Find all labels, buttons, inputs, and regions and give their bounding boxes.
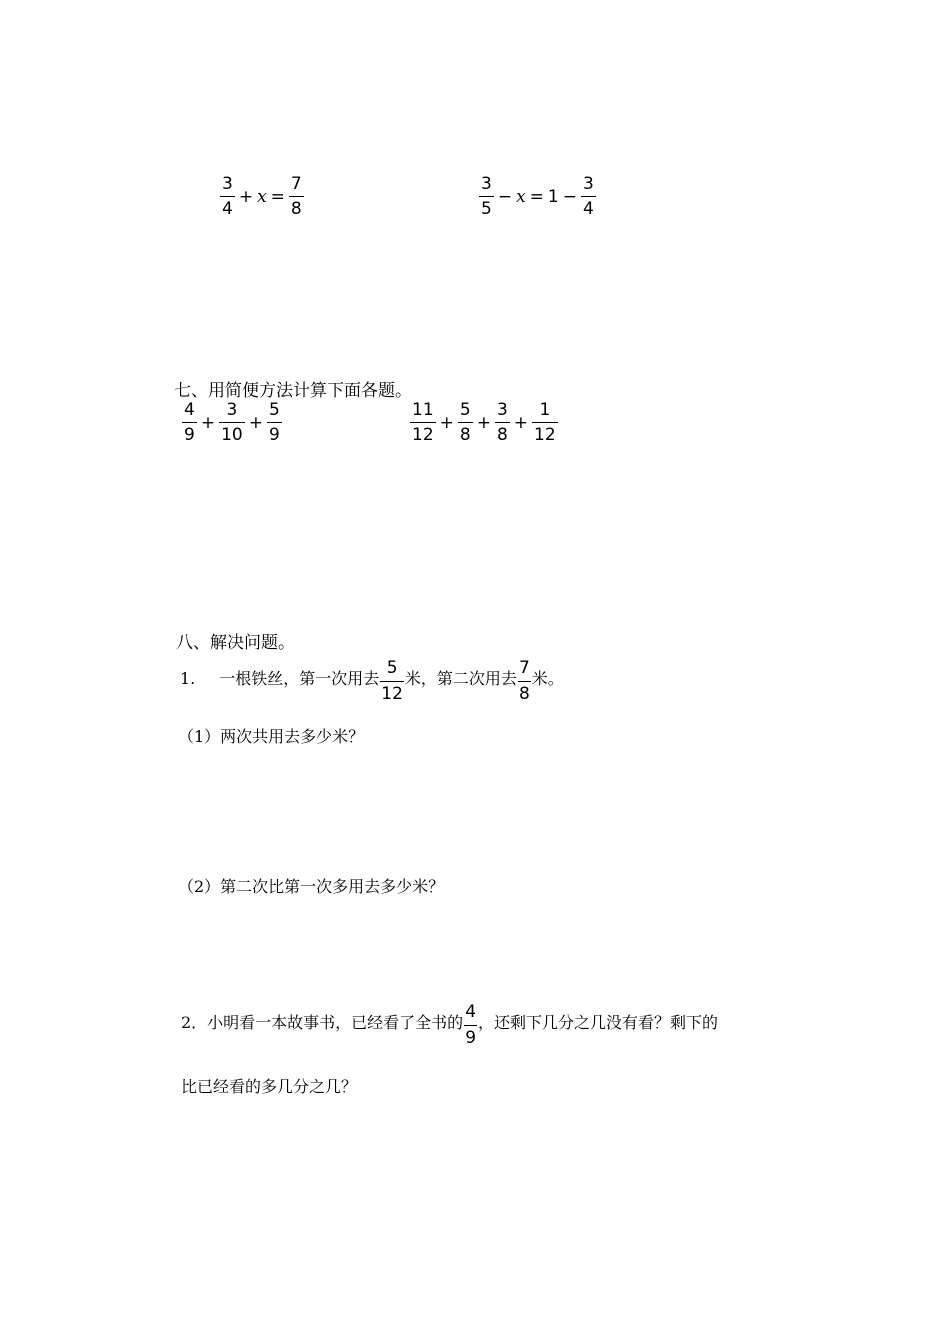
- fraction: [182, 402, 197, 444]
- fraction: [532, 402, 558, 444]
- question-2-text-b: ，还剩下几分之几没有看？剩下的: [478, 1013, 719, 1032]
- denominator: 8: [459, 425, 471, 445]
- denominator: 9: [268, 425, 280, 445]
- plus-operator: +: [238, 187, 254, 207]
- plus-operator: +: [200, 413, 216, 433]
- denominator: 4: [583, 199, 594, 219]
- denominator: 12: [381, 684, 403, 704]
- numerator: 5: [459, 400, 471, 420]
- fraction: [219, 402, 245, 444]
- simplify-expression-1: [182, 402, 282, 444]
- question-2-line-2: 比已经看的多几分之几？: [181, 1077, 358, 1096]
- fraction: [289, 176, 304, 218]
- fraction: [479, 176, 494, 218]
- numerator: 1: [539, 400, 551, 420]
- plus-operator: +: [476, 413, 491, 433]
- sub-question-1: （1）两次共用去多少米？: [178, 727, 365, 746]
- simplify-expression-2: [410, 402, 558, 444]
- numerator: 5: [268, 400, 280, 420]
- section-7-heading: 七、用简便方法计算下面各题。: [174, 381, 412, 401]
- equation-2: [479, 176, 596, 218]
- variable-x: x: [516, 187, 526, 207]
- minus-operator: −: [562, 187, 577, 207]
- denominator: 12: [412, 425, 434, 445]
- numerator: 7: [290, 174, 302, 194]
- fraction: [464, 1004, 477, 1047]
- denominator: 10: [221, 425, 243, 445]
- fraction: [380, 660, 404, 703]
- question-1-text-a: 一根铁丝，第一次用去: [219, 669, 380, 688]
- plus-operator: +: [439, 413, 454, 433]
- denominator: 9: [184, 425, 195, 445]
- fraction: [458, 402, 473, 444]
- denominator: 8: [290, 199, 302, 219]
- numerator: 7: [518, 658, 530, 678]
- whole-number: 1: [547, 187, 559, 207]
- denominator: 8: [518, 684, 530, 704]
- numerator: 4: [465, 1002, 477, 1022]
- denominator: 9: [465, 1028, 477, 1048]
- equation-1: [220, 176, 304, 218]
- denominator: 8: [496, 425, 508, 445]
- numerator: 3: [226, 400, 238, 420]
- question-2: [181, 1002, 719, 1061]
- numerator: 11: [412, 400, 434, 420]
- equals-sign: =: [529, 187, 544, 207]
- fraction: [267, 402, 282, 444]
- section-8-heading: 八、解决问题。: [176, 633, 295, 653]
- question-1-text-b: 米，第二次用去: [404, 669, 517, 688]
- numerator: 3: [481, 174, 492, 194]
- variable-x: x: [257, 187, 267, 207]
- equals-sign: =: [270, 187, 285, 207]
- numerator: 3: [583, 174, 594, 194]
- numerator: 4: [184, 400, 195, 420]
- denominator: 4: [222, 199, 233, 219]
- sub-question-2: （2）第二次比第一次多用去多少米？: [178, 877, 445, 896]
- question-1-number: 1.: [180, 669, 196, 688]
- numerator: 3: [222, 174, 233, 194]
- minus-operator: −: [497, 187, 513, 207]
- numerator: 5: [386, 658, 398, 678]
- question-2-text-a: 2．小明看一本故事书，已经看了全书的: [181, 1013, 464, 1032]
- numerator: 3: [496, 400, 508, 420]
- plus-operator: +: [513, 413, 529, 433]
- question-1-text-c: 米。: [531, 669, 564, 688]
- fraction: [220, 176, 235, 218]
- question-1: [180, 658, 564, 717]
- fraction: [518, 660, 531, 703]
- fraction: [495, 402, 510, 444]
- plus-operator: +: [248, 413, 263, 433]
- fraction: [581, 176, 596, 218]
- denominator: 12: [534, 425, 556, 445]
- fraction: [410, 402, 436, 444]
- denominator: 5: [481, 199, 492, 219]
